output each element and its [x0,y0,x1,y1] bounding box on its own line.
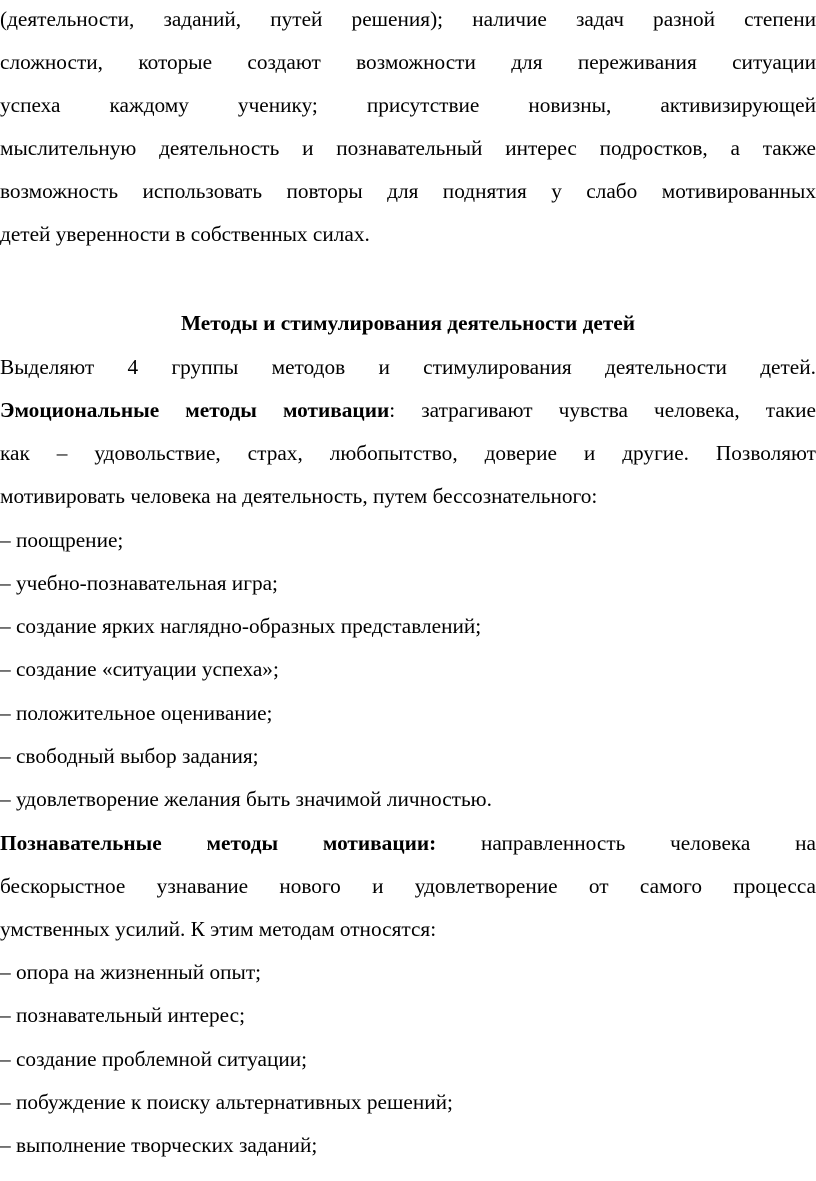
paragraph-line: (деятельности, заданий, путей решения); наличие задач разной степени [0,7,816,31]
paragraph-line: бескорыстное узнавание нового и удовлетворение от самого процесса [0,874,816,898]
list-item: – положительное оценивание; [0,701,273,725]
paragraph-line: мотивировать человека на деятельность, путем бессознательного: [0,484,598,508]
section-heading: Методы и стимулирования деятельности детей [180,311,636,335]
emotional-definition: : затрагивают чувства человека, такие [389,398,816,422]
paragraph-line: мыслительную деятельность и познавательный интерес подростков, а также [0,136,816,160]
list-item: – свободный выбор задания; [0,744,259,768]
list-item: – создание проблемной ситуации; [0,1047,308,1071]
paragraph-line: умственных усилий. К этим методам относятся: [0,917,437,941]
emotional-definition-line [0,395,816,425]
cognitive-definition: направленность человека на [436,831,816,855]
paragraph-line: детей уверенности в собственных силах. [0,222,370,246]
list-item: – выполнение творческих заданий; [0,1133,318,1157]
emotional-term: Эмоциональные методы мотивации [0,398,390,422]
paragraph-line: успеха каждому ученику; присутствие новизны, активизирующей [0,93,816,117]
list-item: – побуждение к поиску альтернативных решений; [0,1090,453,1114]
list-item: – поощрение; [0,528,124,552]
groups-line: Выделяют 4 группы методов и стимулирования деятельности детей. [0,355,816,379]
paragraph-line: сложности, которые создают возможности для переживания ситуации [0,50,816,74]
paragraph-line: как – удовольствие, страх, любопытство, доверие и другие. Позволяют [0,441,816,465]
cognitive-definition-line [0,828,816,858]
list-item: – опора на жизненный опыт; [0,960,262,984]
list-item: – учебно-познавательная игра; [0,571,278,595]
list-item: – познавательный интерес; [0,1003,246,1027]
cognitive-term: Познавательные методы мотивации: [0,831,437,855]
list-item: – создание ярких наглядно-образных представлений; [0,614,482,638]
list-item: – создание «ситуации успеха»; [0,657,279,681]
paragraph-line: возможность использовать повторы для поднятия у слабо мотивированных [0,179,816,203]
list-item: – удовлетворение желания быть значимой личностью. [0,787,492,811]
